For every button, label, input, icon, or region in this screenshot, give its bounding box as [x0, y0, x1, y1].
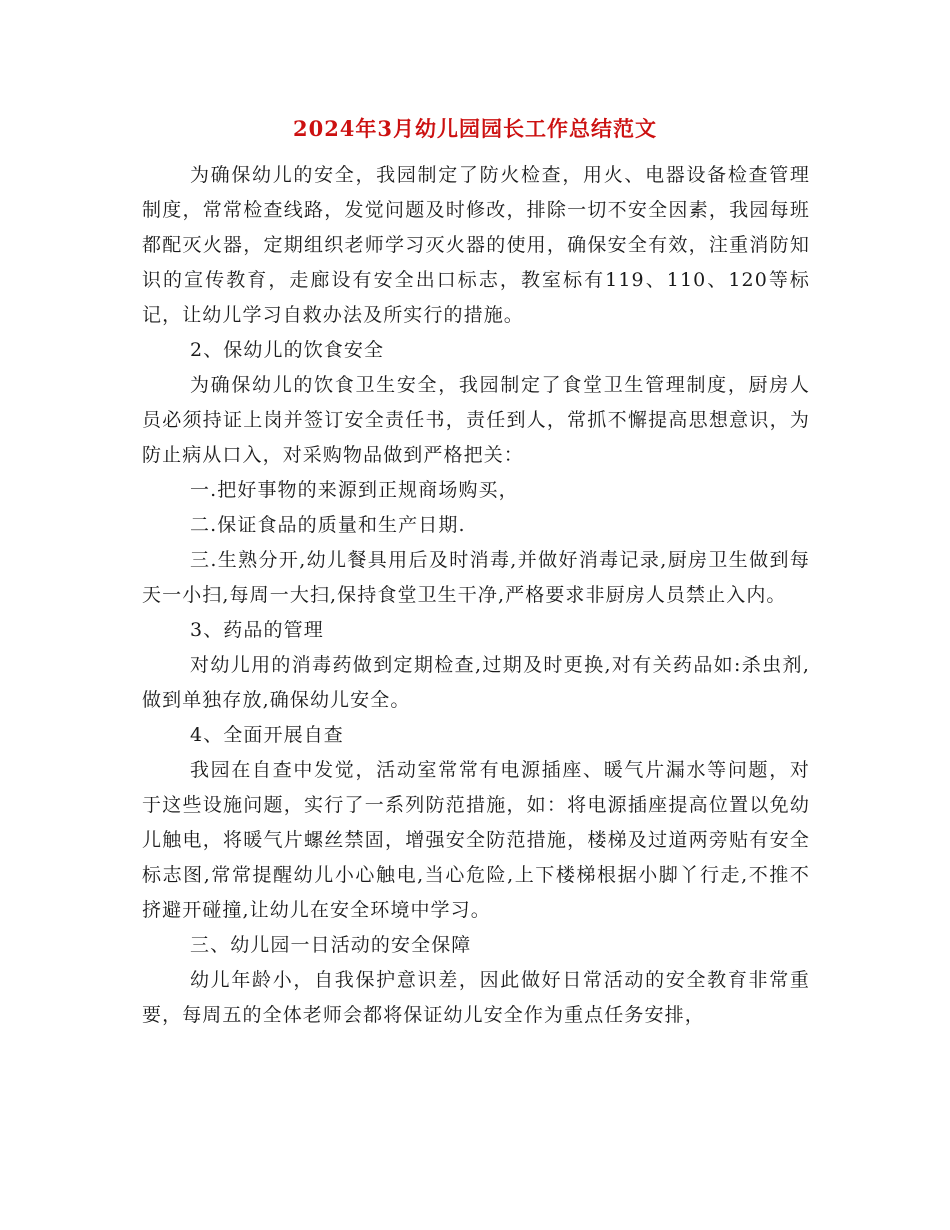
- list-item-kitchen-hygiene: 三.生熟分开,幼儿餐具用后及时消毒,并做好消毒记录,厨房卫生做到每天一小扫,每周一大扫,保持食堂卫生干净,严格要求非厨房人员禁止入内。: [142, 549, 810, 606]
- heading-food-safety: 2、保幼儿的饮食安全: [190, 339, 385, 361]
- list-item-food-source: 一.把好事物的来源到正规商场购买，: [190, 479, 519, 501]
- document-body: [142, 158, 810, 1033]
- heading-self-inspection: 4、全面开展自查: [190, 724, 344, 746]
- paragraph-daily-activity-safety: 幼儿年龄小，自我保护意识差，因此做好日常活动的安全教育非常重要，每周五的全体老师会都将保证幼儿安全作为重点任务安排，: [142, 969, 810, 1026]
- paragraph-self-inspection: 我园在自查中发觉，活动室常常有电源插座、暖气片漏水等问题，对于这些设施问题，实行了一系列防范措施，如：将电源插座提高位置以免幼儿触电，将暖气片螺丝禁固，增强安全防范措施，楼梯及过道两旁贴有安全标志图,常常提醒幼儿小心触电,当心危险,上下楼梯根据小脚丫行走,不推不挤避开碰撞,让幼儿在安全环境中学习。: [142, 759, 810, 921]
- paragraph-fire-safety: 为确保幼儿的安全，我园制定了防火检查，用火、电器设备检查管理制度，常常检查线路，发觉问题及时修改，排除一切不安全因素，我园每班都配灭火器，定期组织老师学习灭火器的使用，确保安全有效，注重消防知识的宣传教育，走廊设有安全出口标志，教室标有119、110、120等标记，让幼儿学习自救办法及所实行的措施。: [142, 164, 810, 326]
- heading-daily-activity-safety: 三、幼儿园一日活动的安全保障: [190, 934, 472, 956]
- paragraph-food-safety: 为确保幼儿的饮食卫生安全，我园制定了食堂卫生管理制度，厨房人员必须持证上岗并签订安全责任书，责任到人，常抓不懈提高思想意识，为防止病从口入，对采购物品做到严格把关：: [142, 374, 810, 466]
- paragraph-medicine-management: 对幼儿用的消毒药做到定期检查,过期及时更换,对有关药品如:杀虫剂,做到单独存放,确保幼儿安全。: [142, 654, 810, 711]
- heading-medicine-management: 3、药品的管理: [190, 619, 324, 641]
- document-title: 2024年3月幼儿园园长工作总结范文: [292, 116, 658, 141]
- list-item-food-quality: 二.保证食品的质量和生产日期.: [190, 514, 466, 536]
